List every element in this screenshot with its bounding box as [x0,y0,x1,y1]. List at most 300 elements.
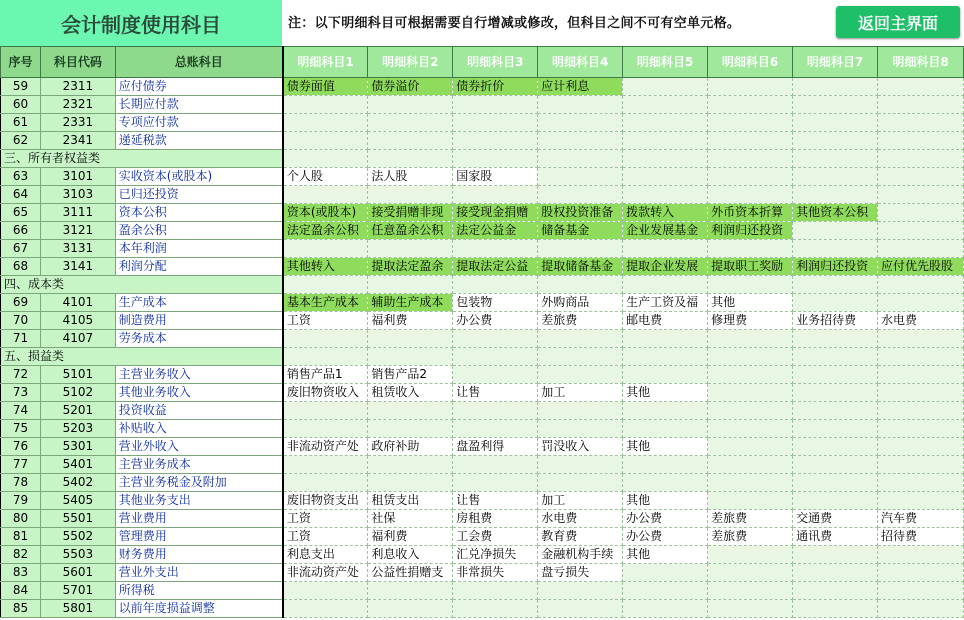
detail-cell[interactable] [453,150,538,168]
detail-cell[interactable] [283,150,368,168]
detail-cell[interactable]: 加工 [538,492,623,510]
detail-cell[interactable]: 外购商品 [538,294,623,312]
detail-cell[interactable] [793,474,878,492]
detail-cell[interactable] [708,168,793,186]
detail-cell[interactable]: 工资 [283,510,368,528]
detail-cell[interactable]: 社保 [368,510,453,528]
detail-cell[interactable] [283,330,368,348]
detail-cell[interactable] [793,330,878,348]
detail-cell[interactable] [453,96,538,114]
account-name-cell[interactable]: 营业外支出 [115,564,283,582]
detail-cell[interactable]: 租赁支出 [368,492,453,510]
detail-cell[interactable] [708,78,793,96]
detail-cell[interactable]: 利润归还投资 [793,258,878,276]
detail-cell[interactable]: 政府补助 [368,438,453,456]
detail-cell[interactable] [623,240,708,258]
detail-cell[interactable] [623,78,708,96]
account-name-cell[interactable]: 应付债券 [115,78,283,96]
detail-cell[interactable] [453,366,538,384]
detail-cell[interactable]: 提取法定公益 [453,258,538,276]
account-code-cell[interactable]: 2311 [40,78,115,96]
detail-cell[interactable]: 教育费 [538,528,623,546]
row-number-cell[interactable]: 66 [1,222,41,240]
detail-cell[interactable]: 利息支出 [283,546,368,564]
detail-cell[interactable]: 储备基金 [538,222,623,240]
detail-cell[interactable]: 提取储备基金 [538,258,623,276]
detail-cell[interactable]: 差旅费 [708,510,793,528]
row-number-cell[interactable]: 75 [1,420,41,438]
detail-cell[interactable] [368,420,453,438]
detail-cell[interactable] [453,276,538,294]
detail-cell[interactable] [453,330,538,348]
detail-cell[interactable]: 法人股 [368,168,453,186]
account-name-cell[interactable]: 利润分配 [115,258,283,276]
detail-cell[interactable] [878,438,964,456]
detail-cell[interactable]: 盘盈利得 [453,438,538,456]
detail-cell[interactable] [793,456,878,474]
detail-cell[interactable]: 利润归还投资 [708,222,793,240]
detail-cell[interactable]: 包装物 [453,294,538,312]
account-code-cell[interactable]: 5502 [40,528,115,546]
account-code-cell[interactable]: 5601 [40,564,115,582]
detail-cell[interactable]: 水电费 [538,510,623,528]
detail-cell[interactable] [878,402,964,420]
detail-cell[interactable] [623,564,708,582]
detail-cell[interactable] [453,474,538,492]
detail-cell[interactable] [538,600,623,618]
detail-cell[interactable]: 拨款转入 [623,204,708,222]
detail-cell[interactable]: 销售产品1 [283,366,368,384]
detail-cell[interactable]: 工资 [283,528,368,546]
detail-cell[interactable] [708,384,793,402]
detail-cell[interactable] [368,96,453,114]
detail-cell[interactable] [793,96,878,114]
section-label[interactable]: 三、所有者权益类 [1,150,283,168]
account-code-cell[interactable]: 5203 [40,420,115,438]
row-number-cell[interactable]: 76 [1,438,41,456]
detail-cell[interactable]: 通讯费 [793,528,878,546]
detail-cell[interactable] [368,402,453,420]
account-code-cell[interactable]: 3111 [40,204,115,222]
row-number-cell[interactable]: 59 [1,78,41,96]
detail-cell[interactable] [623,132,708,150]
detail-cell[interactable] [538,276,623,294]
detail-cell[interactable] [878,168,964,186]
detail-cell[interactable]: 债券溢价 [368,78,453,96]
detail-cell[interactable] [878,600,964,618]
detail-cell[interactable]: 基本生产成本 [283,294,368,312]
detail-cell[interactable] [283,186,368,204]
detail-cell[interactable]: 废旧物资支出 [283,492,368,510]
detail-cell[interactable]: 其他 [623,384,708,402]
detail-cell[interactable]: 福利费 [368,528,453,546]
detail-cell[interactable] [793,348,878,366]
detail-cell[interactable] [878,474,964,492]
detail-cell[interactable] [708,420,793,438]
detail-cell[interactable] [623,420,708,438]
detail-cell[interactable] [878,546,964,564]
account-code-cell[interactable]: 3141 [40,258,115,276]
account-name-cell[interactable]: 所得税 [115,582,283,600]
detail-cell[interactable]: 差旅费 [538,312,623,330]
detail-cell[interactable] [368,240,453,258]
detail-cell[interactable]: 加工 [538,384,623,402]
detail-cell[interactable] [793,384,878,402]
detail-cell[interactable]: 提取职工奖励 [708,258,793,276]
row-number-cell[interactable]: 78 [1,474,41,492]
detail-cell[interactable] [708,114,793,132]
account-name-cell[interactable]: 长期应付款 [115,96,283,114]
account-name-cell[interactable]: 盈余公积 [115,222,283,240]
detail-cell[interactable]: 其他 [623,492,708,510]
account-code-cell[interactable]: 5801 [40,600,115,618]
detail-cell[interactable] [538,582,623,600]
detail-cell[interactable] [793,366,878,384]
detail-cell[interactable] [878,330,964,348]
detail-cell[interactable] [623,348,708,366]
detail-cell[interactable] [623,114,708,132]
detail-cell[interactable]: 让售 [453,384,538,402]
detail-cell[interactable]: 差旅费 [708,528,793,546]
detail-cell[interactable] [368,474,453,492]
detail-cell[interactable] [793,168,878,186]
detail-cell[interactable]: 租赁收入 [368,384,453,402]
detail-cell[interactable] [708,186,793,204]
detail-cell[interactable]: 其他 [708,294,793,312]
row-number-cell[interactable]: 85 [1,600,41,618]
row-number-cell[interactable]: 84 [1,582,41,600]
detail-cell[interactable] [708,366,793,384]
account-name-cell[interactable]: 管理费用 [115,528,283,546]
detail-cell[interactable]: 金融机构手续 [538,546,623,564]
detail-cell[interactable] [538,474,623,492]
detail-cell[interactable] [283,474,368,492]
detail-cell[interactable]: 股权投资准备 [538,204,623,222]
detail-cell[interactable]: 邮电费 [623,312,708,330]
detail-cell[interactable]: 罚没收入 [538,438,623,456]
account-code-cell[interactable]: 2341 [40,132,115,150]
detail-cell[interactable]: 个人股 [283,168,368,186]
detail-cell[interactable] [708,564,793,582]
detail-cell[interactable] [368,456,453,474]
detail-cell[interactable] [878,294,964,312]
detail-cell[interactable]: 提取企业发展 [623,258,708,276]
detail-cell[interactable] [793,402,878,420]
detail-cell[interactable]: 其他 [623,438,708,456]
detail-cell[interactable] [283,348,368,366]
row-number-cell[interactable]: 64 [1,186,41,204]
detail-cell[interactable] [878,492,964,510]
row-number-cell[interactable]: 81 [1,528,41,546]
detail-cell[interactable] [708,582,793,600]
row-number-cell[interactable]: 62 [1,132,41,150]
detail-cell[interactable]: 让售 [453,492,538,510]
detail-cell[interactable] [878,78,964,96]
account-code-cell[interactable]: 3131 [40,240,115,258]
account-name-cell[interactable]: 生产成本 [115,294,283,312]
detail-cell[interactable]: 非流动资产处 [283,564,368,582]
section-label[interactable]: 五、损益类 [1,348,283,366]
account-name-cell[interactable]: 主营业务收入 [115,366,283,384]
detail-cell[interactable] [708,132,793,150]
detail-cell[interactable]: 其他 [623,546,708,564]
detail-cell[interactable] [538,420,623,438]
row-number-cell[interactable]: 83 [1,564,41,582]
detail-cell[interactable]: 工资 [283,312,368,330]
detail-cell[interactable]: 任意盈余公积 [368,222,453,240]
detail-cell[interactable] [623,456,708,474]
detail-cell[interactable] [283,96,368,114]
detail-cell[interactable] [708,492,793,510]
detail-cell[interactable] [708,348,793,366]
detail-cell[interactable] [283,420,368,438]
detail-cell[interactable] [623,276,708,294]
detail-cell[interactable] [793,564,878,582]
detail-cell[interactable] [623,96,708,114]
account-code-cell[interactable]: 4107 [40,330,115,348]
detail-cell[interactable] [623,600,708,618]
detail-cell[interactable] [538,240,623,258]
detail-cell[interactable] [623,366,708,384]
detail-cell[interactable]: 销售产品2 [368,366,453,384]
detail-cell[interactable] [793,240,878,258]
detail-cell[interactable]: 汇兑净损失 [453,546,538,564]
account-name-cell[interactable]: 主营业务成本 [115,456,283,474]
detail-cell[interactable]: 办公费 [623,510,708,528]
detail-cell[interactable] [538,168,623,186]
detail-cell[interactable]: 办公费 [453,312,538,330]
account-name-cell[interactable]: 其他业务支出 [115,492,283,510]
detail-cell[interactable] [708,276,793,294]
account-name-cell[interactable]: 资本公积 [115,204,283,222]
account-code-cell[interactable]: 4101 [40,294,115,312]
account-name-cell[interactable]: 递延税款 [115,132,283,150]
row-number-cell[interactable]: 73 [1,384,41,402]
detail-cell[interactable] [623,168,708,186]
detail-cell[interactable]: 房租费 [453,510,538,528]
detail-cell[interactable]: 其他转入 [283,258,368,276]
account-code-cell[interactable]: 3121 [40,222,115,240]
detail-cell[interactable] [793,150,878,168]
detail-cell[interactable]: 生产工资及福 [623,294,708,312]
detail-cell[interactable] [453,456,538,474]
detail-cell[interactable] [793,186,878,204]
account-name-cell[interactable]: 专项应付款 [115,114,283,132]
detail-cell[interactable] [878,186,964,204]
account-name-cell[interactable]: 以前年度损益调整 [115,600,283,618]
account-name-cell[interactable]: 营业费用 [115,510,283,528]
detail-cell[interactable]: 利息收入 [368,546,453,564]
detail-cell[interactable]: 非常损失 [453,564,538,582]
detail-cell[interactable] [538,330,623,348]
detail-cell[interactable]: 修理费 [708,312,793,330]
row-number-cell[interactable]: 70 [1,312,41,330]
detail-cell[interactable] [368,132,453,150]
row-number-cell[interactable]: 79 [1,492,41,510]
row-number-cell[interactable]: 80 [1,510,41,528]
account-code-cell[interactable]: 3103 [40,186,115,204]
detail-cell[interactable] [708,330,793,348]
detail-cell[interactable] [368,330,453,348]
detail-cell[interactable] [793,546,878,564]
detail-cell[interactable] [283,240,368,258]
detail-cell[interactable] [878,564,964,582]
detail-cell[interactable] [623,186,708,204]
detail-cell[interactable] [453,240,538,258]
detail-cell[interactable] [538,132,623,150]
detail-cell[interactable] [453,600,538,618]
detail-cell[interactable]: 提取法定盈余 [368,258,453,276]
detail-cell[interactable] [708,438,793,456]
account-code-cell[interactable]: 5402 [40,474,115,492]
account-code-cell[interactable]: 3101 [40,168,115,186]
detail-cell[interactable] [793,294,878,312]
account-code-cell[interactable]: 5501 [40,510,115,528]
detail-cell[interactable] [793,492,878,510]
account-code-cell[interactable]: 5503 [40,546,115,564]
detail-cell[interactable] [878,204,964,222]
detail-cell[interactable] [878,384,964,402]
account-name-cell[interactable]: 已归还投资 [115,186,283,204]
detail-cell[interactable]: 接受捐赠非现 [368,204,453,222]
detail-cell[interactable] [283,582,368,600]
detail-cell[interactable] [283,132,368,150]
detail-cell[interactable]: 接受现金捐赠 [453,204,538,222]
row-number-cell[interactable]: 60 [1,96,41,114]
detail-cell[interactable] [878,222,964,240]
detail-cell[interactable]: 交通费 [793,510,878,528]
account-name-cell[interactable]: 本年利润 [115,240,283,258]
detail-cell[interactable] [368,114,453,132]
detail-cell[interactable] [708,546,793,564]
account-code-cell[interactable]: 5102 [40,384,115,402]
detail-cell[interactable] [708,402,793,420]
detail-cell[interactable] [793,78,878,96]
detail-cell[interactable] [453,420,538,438]
detail-cell[interactable] [793,276,878,294]
detail-cell[interactable] [368,186,453,204]
return-main-button[interactable]: 返回主界面 [836,6,960,38]
detail-cell[interactable]: 债券面值 [283,78,368,96]
detail-cell[interactable]: 工会费 [453,528,538,546]
detail-cell[interactable] [453,348,538,366]
account-code-cell[interactable]: 5101 [40,366,115,384]
detail-cell[interactable] [878,366,964,384]
detail-cell[interactable] [623,582,708,600]
detail-cell[interactable] [878,96,964,114]
detail-cell[interactable] [368,348,453,366]
detail-cell[interactable] [878,240,964,258]
detail-cell[interactable] [368,582,453,600]
account-name-cell[interactable]: 其他业务收入 [115,384,283,402]
row-number-cell[interactable]: 69 [1,294,41,312]
account-name-cell[interactable]: 制造费用 [115,312,283,330]
detail-cell[interactable] [793,420,878,438]
row-number-cell[interactable]: 67 [1,240,41,258]
row-number-cell[interactable]: 63 [1,168,41,186]
detail-cell[interactable] [878,150,964,168]
detail-cell[interactable] [283,600,368,618]
detail-cell[interactable] [708,240,793,258]
account-code-cell[interactable]: 5701 [40,582,115,600]
detail-cell[interactable] [623,474,708,492]
detail-cell[interactable] [708,474,793,492]
detail-cell[interactable]: 企业发展基金 [623,222,708,240]
row-number-cell[interactable]: 68 [1,258,41,276]
detail-cell[interactable]: 辅助生产成本 [368,294,453,312]
row-number-cell[interactable]: 82 [1,546,41,564]
detail-cell[interactable] [793,600,878,618]
account-code-cell[interactable]: 5201 [40,402,115,420]
account-name-cell[interactable]: 劳务成本 [115,330,283,348]
detail-cell[interactable]: 汽车费 [878,510,964,528]
account-code-cell[interactable]: 4105 [40,312,115,330]
detail-cell[interactable] [708,150,793,168]
detail-cell[interactable]: 公益性捐赠支 [368,564,453,582]
detail-cell[interactable] [878,132,964,150]
detail-cell[interactable] [453,582,538,600]
detail-cell[interactable]: 外币资本折算 [708,204,793,222]
detail-cell[interactable] [538,456,623,474]
detail-cell[interactable] [538,366,623,384]
detail-cell[interactable] [453,186,538,204]
detail-cell[interactable] [878,276,964,294]
detail-cell[interactable]: 法定盈余公积 [283,222,368,240]
detail-cell[interactable]: 应计利息 [538,78,623,96]
detail-cell[interactable] [283,402,368,420]
account-name-cell[interactable]: 投资收益 [115,402,283,420]
detail-cell[interactable]: 资本(或股本) [283,204,368,222]
detail-cell[interactable] [538,150,623,168]
detail-cell[interactable] [538,348,623,366]
detail-cell[interactable]: 其他资本公积 [793,204,878,222]
account-name-cell[interactable]: 实收资本(或股本) [115,168,283,186]
detail-cell[interactable] [538,186,623,204]
detail-cell[interactable]: 废旧物资收入 [283,384,368,402]
detail-cell[interactable]: 招待费 [878,528,964,546]
account-code-cell[interactable]: 2331 [40,114,115,132]
detail-cell[interactable] [878,456,964,474]
detail-cell[interactable] [708,456,793,474]
detail-cell[interactable]: 债券折价 [453,78,538,96]
detail-cell[interactable] [368,276,453,294]
account-code-cell[interactable]: 5301 [40,438,115,456]
detail-cell[interactable] [368,600,453,618]
account-name-cell[interactable]: 主营业务税金及附加 [115,474,283,492]
account-name-cell[interactable]: 补贴收入 [115,420,283,438]
detail-cell[interactable] [453,402,538,420]
detail-cell[interactable]: 办公费 [623,528,708,546]
section-label[interactable]: 四、成本类 [1,276,283,294]
row-number-cell[interactable]: 71 [1,330,41,348]
detail-cell[interactable] [368,150,453,168]
detail-cell[interactable]: 应付优先股股 [878,258,964,276]
detail-cell[interactable] [793,582,878,600]
detail-cell[interactable] [623,150,708,168]
row-number-cell[interactable]: 65 [1,204,41,222]
detail-cell[interactable] [878,114,964,132]
detail-cell[interactable] [623,330,708,348]
detail-cell[interactable]: 国家股 [453,168,538,186]
detail-cell[interactable] [793,222,878,240]
detail-cell[interactable] [283,114,368,132]
detail-cell[interactable] [283,276,368,294]
detail-cell[interactable]: 水电费 [878,312,964,330]
account-name-cell[interactable]: 财务费用 [115,546,283,564]
detail-cell[interactable] [538,402,623,420]
detail-cell[interactable] [878,420,964,438]
detail-cell[interactable] [538,114,623,132]
